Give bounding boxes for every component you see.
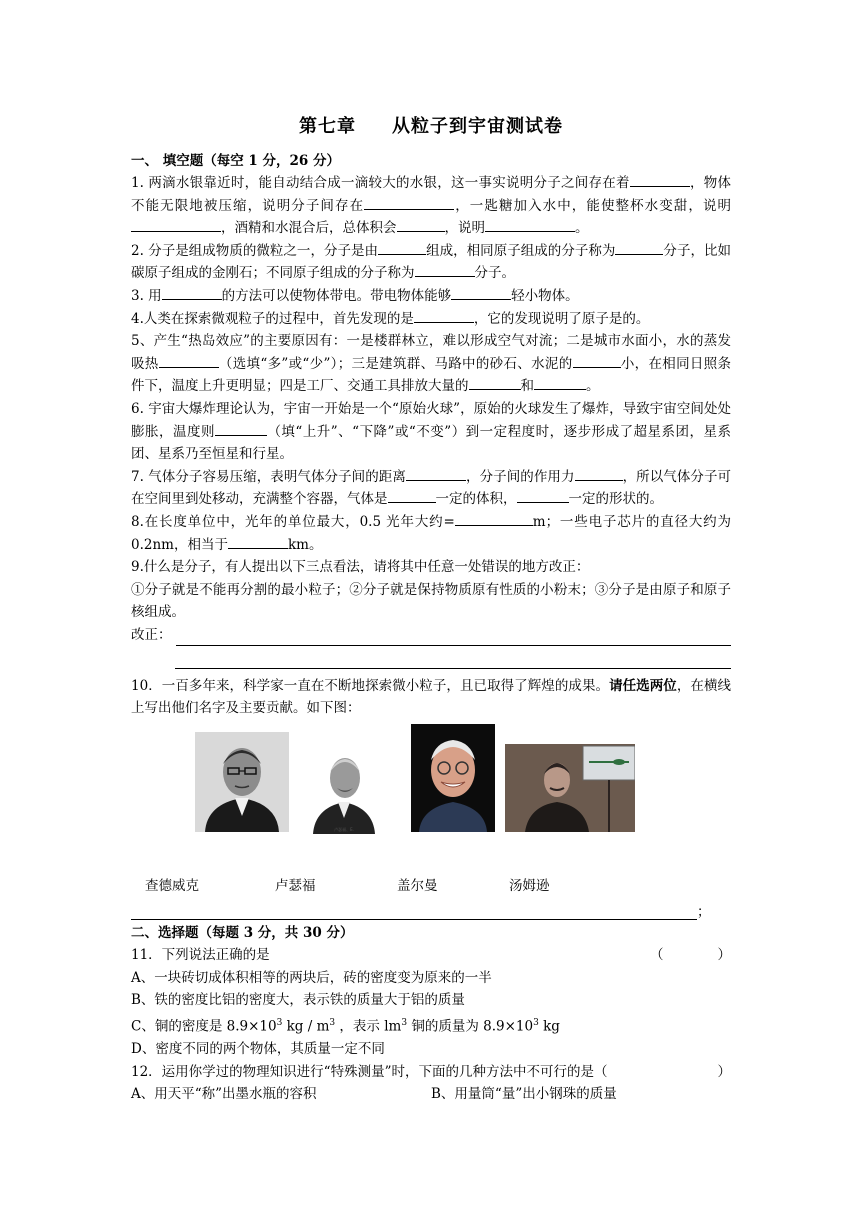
- option-11-a[interactable]: A、一块砖切成体积相等的两块后，砖的密度变为原来的一半: [131, 969, 492, 986]
- name-thomson: 汤姆逊: [509, 878, 550, 895]
- blank[interactable]: [406, 466, 466, 481]
- blank[interactable]: [215, 421, 267, 436]
- photo-caption: 卢瑟福、E.: [334, 827, 354, 833]
- question-9: 9.什么是分子，有人提出以下三点看法，请将其中任意一处错误的地方改正： ①分子就是不能再分割的最小粒子；②分子就是保持物质原有性质的小粉末；③分子是由原子和原子核组成。: [131, 559, 731, 621]
- blank[interactable]: [228, 534, 288, 549]
- question-5: 5、产生“热岛效应”的主要原因有：一是楼群林立，难以形成空气对流；二是城市水面小，水的蒸发吸热 （选填“多”或“少”）；三是建筑群、马路中的砂石、水泥的 小，在相同日照条件下，温度上升更明显；四是工厂、交通工具排放大量的 和 。: [131, 333, 732, 395]
- name-chadwick: 查德威克: [145, 878, 199, 895]
- name-gellmann: 盖尔曼: [397, 878, 438, 895]
- question-10: 10．一百多年来，科学家一直在不断地探索微小粒子，且已取得了辉煌的成果。请任选两位，在横线上写出他们名字及主要贡献。如下图：: [131, 677, 732, 717]
- correction-row: [131, 624, 731, 646]
- blank[interactable]: [388, 488, 436, 503]
- blank[interactable]: [615, 240, 663, 255]
- option-11-d[interactable]: D、密度不同的两个物体，其质量一定不同: [131, 1040, 385, 1057]
- blank[interactable]: [364, 195, 454, 210]
- question-12: 12．运用你学过的物理知识进行“特殊测量”时，下面的几种方法中不可行的是（ ）: [131, 1061, 731, 1084]
- answer-row: ；: [131, 896, 731, 920]
- question-3: 3. 用 的方法可以使物体带电。带电物体能够 轻小物体。: [131, 285, 731, 308]
- blank[interactable]: [573, 353, 621, 368]
- exam-page: [131, 112, 731, 1106]
- chadwick-photo: [195, 732, 289, 832]
- option-11-c[interactable]: C、铜的密度是 $8.9\times 10^3$ kg / $m^3$ ，表示 $lm^3$ 铜的质量为 $8.9\times 10^3$ kg: [131, 1017, 560, 1035]
- correction-line[interactable]: [176, 629, 732, 646]
- scientist-names: [131, 874, 731, 896]
- blank[interactable]: [162, 285, 222, 300]
- blank[interactable]: [485, 217, 575, 232]
- option-12-a[interactable]: A、用天平“称”出墨水瓶的容积: [131, 1086, 317, 1103]
- blank[interactable]: [534, 375, 586, 390]
- name-rutherford: 卢瑟福: [275, 878, 316, 895]
- blank[interactable]: [131, 217, 221, 232]
- blank[interactable]: [630, 172, 690, 187]
- question-7: 7. 气体分子容易压缩，表明气体分子间的距离 ，分子间的作用力 ，所以气体分子可在空间里到处移动，充满整个容器，气体是 一定的体积， 一定的形状的。: [131, 466, 731, 511]
- rutherford-photo: [309, 744, 379, 834]
- question-1: 1. 两滴水银靠近时，能自动结合成一滴较大的水银，这一事实说明分子之间存在着 ，物体不能无限地被压缩，说明分子间存在 ，一匙糖加入水中，能使整杯水变甜，说明，酒精和水混合后，总体积会 ，说明 。: [131, 172, 731, 240]
- section2-heading: 二、选择题（每题 3 分，共 30 分）: [131, 925, 354, 942]
- blank[interactable]: [378, 240, 426, 255]
- question-2: 2. 分子是组成物质的微粒之一，分子是由 组成，相同原子组成的分子称为 分子，比如碳原子组成的金刚石；不同原子组成的分子称为 分子。: [131, 240, 731, 285]
- answer-paren[interactable]: （ ）: [650, 947, 731, 964]
- options-12: [131, 1083, 731, 1106]
- chapter-label: 第七章: [299, 116, 356, 137]
- gellmann-photo: [411, 724, 495, 832]
- option-11-b[interactable]: B、铁的密度比铝的密度大，表示铁的质量大于铝的质量: [131, 992, 465, 1009]
- scientist-photos: [131, 724, 731, 874]
- blank[interactable]: [397, 217, 445, 232]
- answer-line[interactable]: [131, 903, 697, 920]
- thomson-photo: [505, 744, 635, 832]
- chapter-name: 从粒子到宇宙测试卷: [392, 116, 563, 137]
- blank[interactable]: [159, 353, 219, 368]
- question-8: 8.在长度单位中，光年的单位最大，0.5 光年大约= m；一些电子芯片的直径大约为 0.2nm，相当于 km。: [131, 511, 731, 556]
- question-4: 4.人类在探索微观粒子的过程中，首先发现的是 ，它的发现说明了原子是的。: [131, 308, 731, 331]
- blank[interactable]: [414, 308, 474, 323]
- section1-heading: 一、 填空题（每空 1 分，26 分）: [131, 153, 340, 169]
- blank[interactable]: [451, 285, 511, 300]
- blank[interactable]: [575, 466, 623, 481]
- blank[interactable]: [469, 375, 521, 390]
- correction-line-2[interactable]: [175, 646, 731, 669]
- blank[interactable]: [517, 488, 569, 503]
- blank[interactable]: [415, 262, 475, 277]
- option-12-b[interactable]: B、用量筒“量”出小钢珠的质量: [431, 1086, 617, 1103]
- question-11: 11．下列说法正确的是 （ ）: [131, 944, 731, 967]
- question-6: 6. 宇宙大爆炸理论认为，宇宙一开始是一个“原始火球”，原始的火球发生了爆炸，导致宇宙空间处处膨胀，温度则 （填“上升”、“下降”或“不变”）到一定程度时，逐步形成了超星系团，星系团、星系乃至恒星和行星。: [131, 400, 732, 463]
- page-title: [131, 112, 731, 138]
- blank[interactable]: [455, 511, 533, 526]
- correction-label: 改正：: [131, 626, 172, 643]
- answer-paren[interactable]: ）: [717, 1063, 731, 1080]
